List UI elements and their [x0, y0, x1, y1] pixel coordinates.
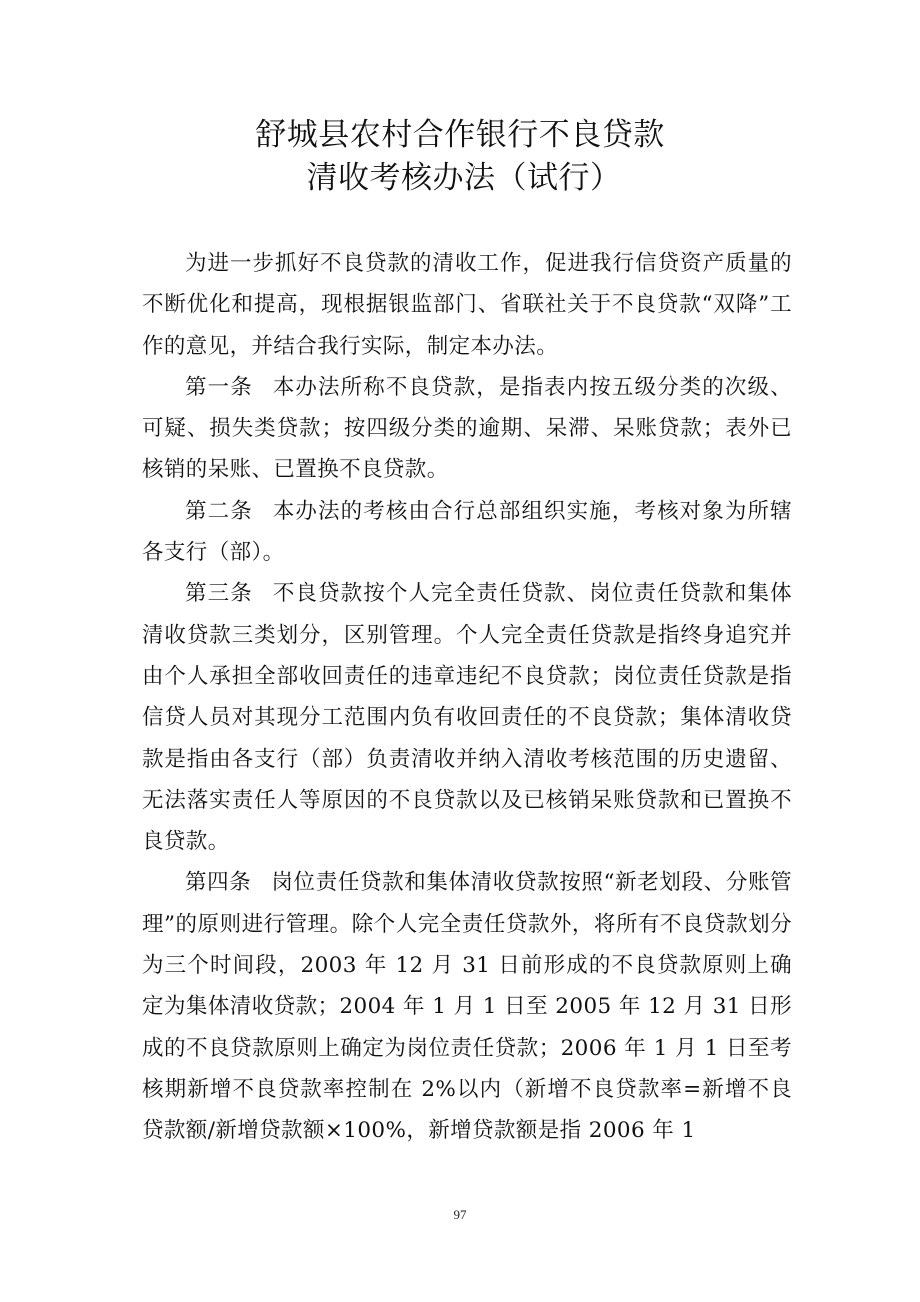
document-title-line-1: 舒城县农村合作银行不良贷款: [255, 117, 665, 153]
document-body: [142, 243, 792, 1152]
article-label: 第四条: [185, 870, 252, 896]
article-text: 岗位责任贷款和集体清收贷款按照“新老划段、分账管理”的原则进行管理。除个人完全责任贷款外，将所有不良贷款划分为三个时间段，2003 年 12 月 31 日前形成的不良贷款原则上确定为集体清收贷款；2004 年 1 月 1 日至 2005 年 12 月 31 日形成的不良贷款原则上确定为岗位责任贷款；2006 年 1 月 1 日至考核期新增不良贷款率控制在 2%以内（新增不良贷款率=新增不良贷款额/新增贷款额×100%，新增贷款额是指 2006 年 1: [142, 870, 793, 1144]
document-title-line-2: 清收考核办法（试行）: [306, 160, 622, 196]
article-text: 本办法的考核由合行总部组织实施，考核对象为所辖各支行（部）。: [142, 498, 792, 566]
article-1: [142, 367, 792, 491]
page-number: 97: [453, 1207, 467, 1222]
article-label: 第三条: [185, 581, 253, 607]
article-2: [142, 491, 792, 574]
article-label: 第一条: [185, 374, 253, 400]
article-text: 不良贷款按个人完全责任贷款、岗位责任贷款和集体清收贷款三类划分，区别管理。个人完全责任贷款是指终身追究并由个人承担全部收回责任的违章违纪不良贷款；岗位责任贷款是指信贷人员对其现分工范围内负有收回责任的不良贷款；集体清收贷款是指由各支行（部）负责清收并纳入清收考核范围的历史遗留、无法落实责任人等原因的不良贷款以及已核销呆账贷款和已置换不良贷款。: [142, 581, 792, 855]
intro-paragraph: 为进一步抓好不良贷款的清收工作，促进我行信贷资产质量的不断优化和提高，现根据银监部门、省联社关于不良贷款“双降”工作的意见，并结合我行实际，制定本办法。: [142, 251, 792, 359]
article-label: 第二条: [185, 498, 253, 524]
article-4: [142, 862, 792, 1151]
article-text: 本办法所称不良贷款，是指表内按五级分类的次级、可疑、损失类贷款；按四级分类的逾期、呆滞、呆账贷款；表外已核销的呆账、已置换不良贷款。: [142, 374, 792, 483]
article-3: [142, 573, 792, 862]
